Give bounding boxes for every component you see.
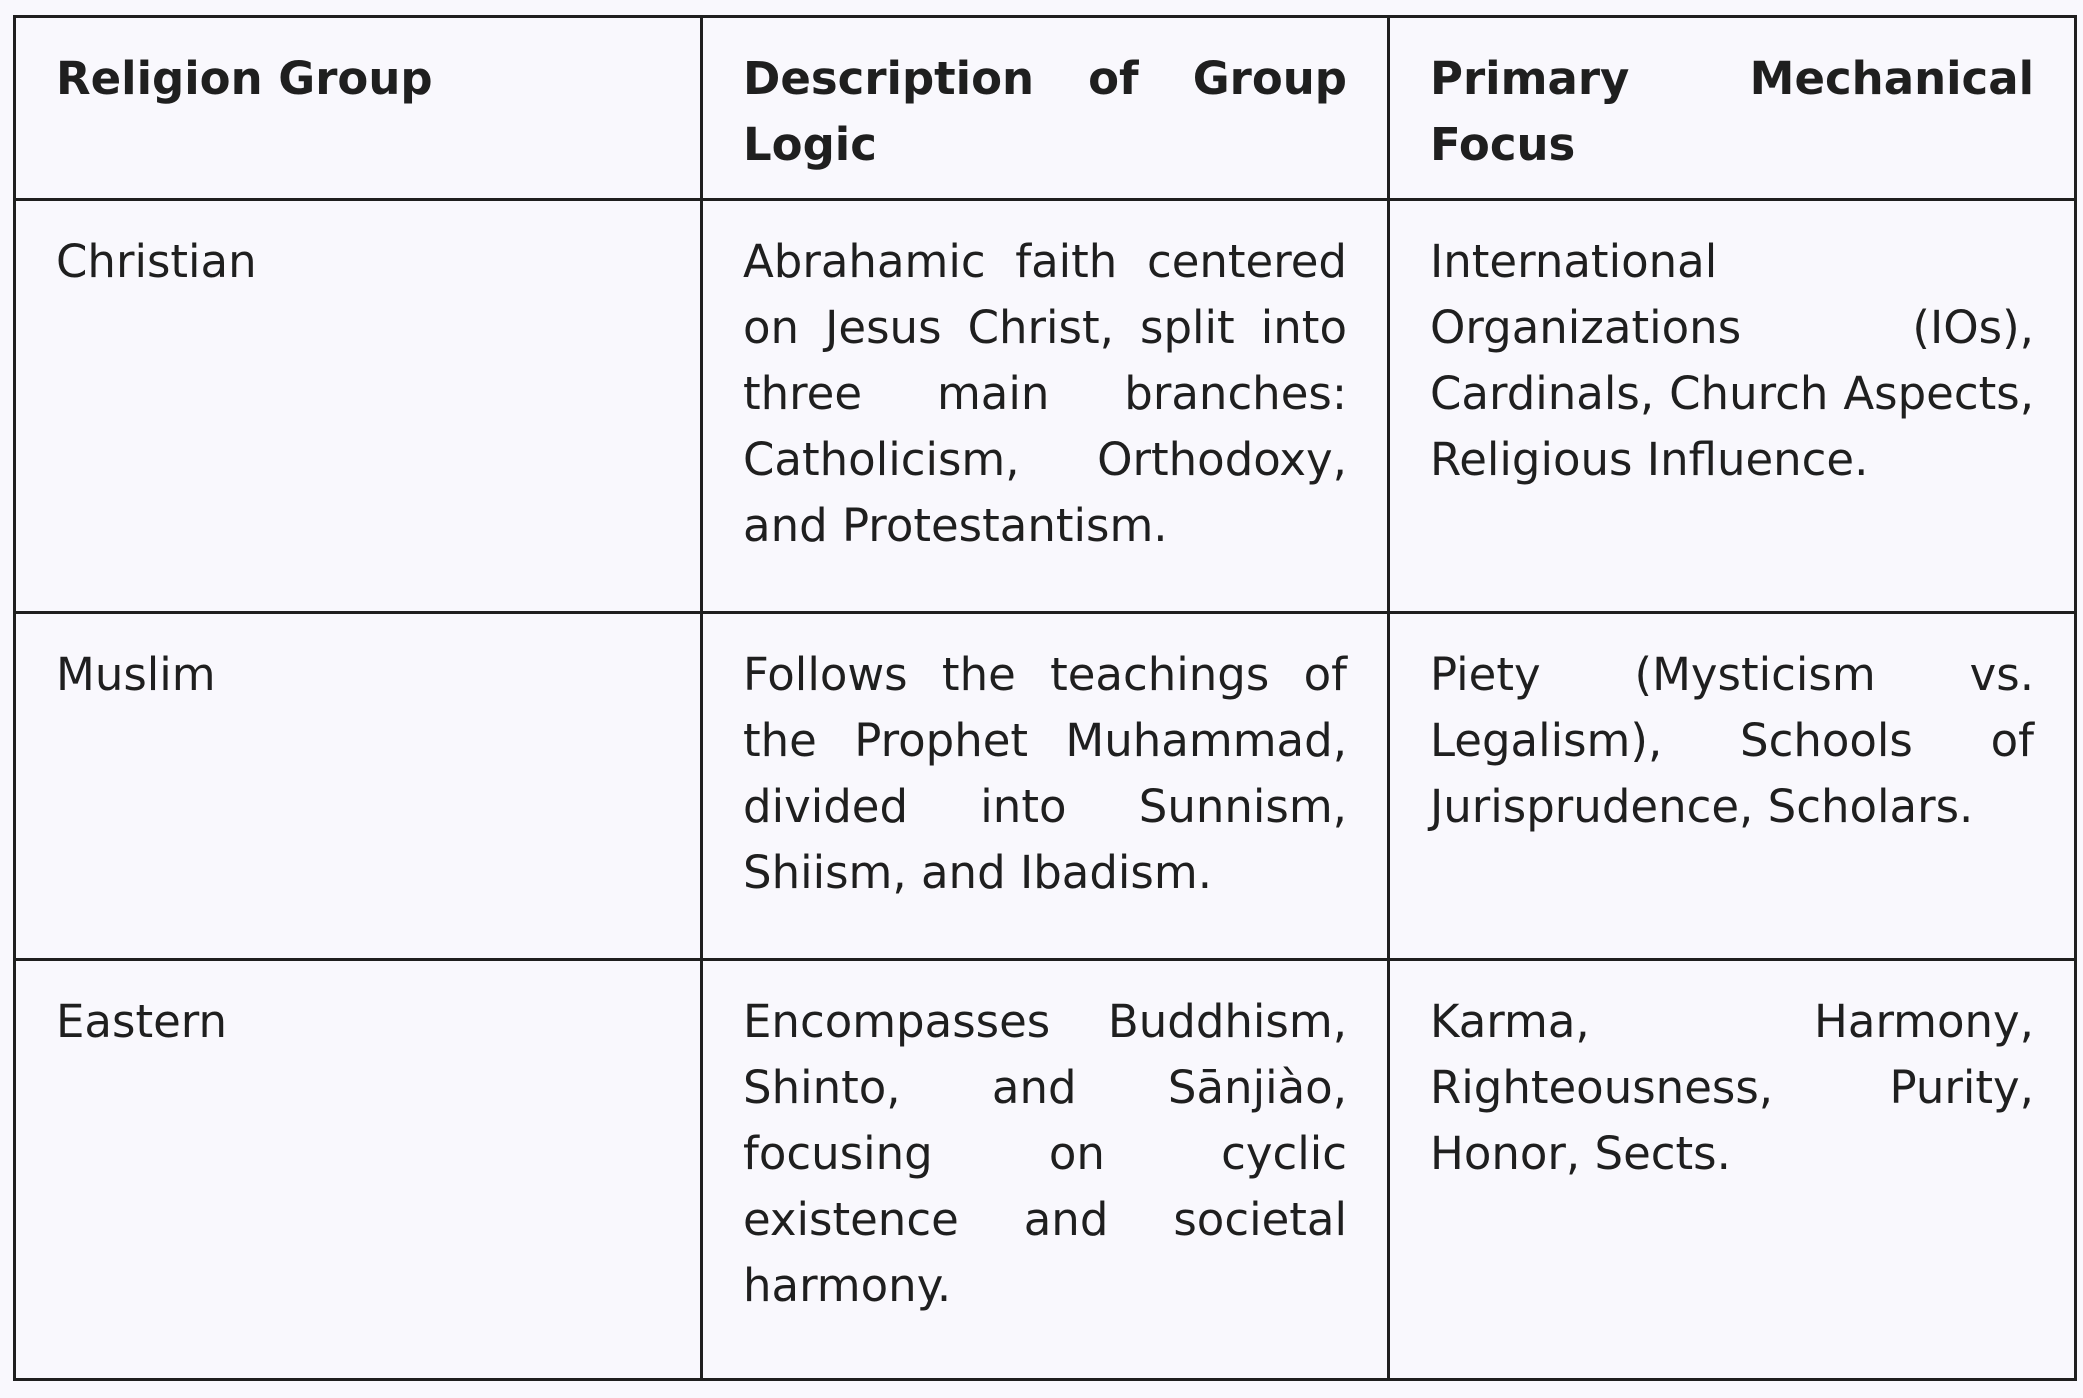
- table-row: [15, 200, 2076, 613]
- cell-focus: International Organizations (IOs), Cardinals, Church Aspects, Religious Influence.: [1389, 200, 2076, 613]
- table-row: [15, 613, 2076, 960]
- cell-group: Muslim: [15, 613, 702, 960]
- table-header: [15, 17, 2076, 200]
- table-row: [15, 960, 2076, 1380]
- cell-group: Christian: [15, 200, 702, 613]
- cell-description: Follows the teachings of the Prophet Muhammad, divided into Sunnism, Shiism, and Ibadism.: [702, 613, 1389, 960]
- header-mechanical-focus: Primary Mechanical Focus: [1389, 17, 2076, 200]
- cell-description: Abrahamic faith centered on Jesus Christ, split into three main branches: Catholicism, Orthodoxy, and Protestantism.: [702, 200, 1389, 613]
- table-body: [15, 200, 2076, 1380]
- cell-focus: Piety (Mysticism vs. Legalism), Schools of Jurisprudence, Scholars.: [1389, 613, 2076, 960]
- header-religion-group: Religion Group: [15, 17, 702, 200]
- header-description: Description of Group Logic: [702, 17, 1389, 200]
- cell-group: Eastern: [15, 960, 702, 1380]
- cell-focus: Karma, Harmony, Righteousness, Purity, Honor, Sects.: [1389, 960, 2076, 1380]
- religion-groups-table: [13, 15, 2077, 1381]
- religion-table-container: [13, 15, 2074, 1381]
- header-row: [15, 17, 2076, 200]
- cell-description: Encompasses Buddhism, Shinto, and Sānjiào, focusing on cyclic existence and societal harmony.: [702, 960, 1389, 1380]
